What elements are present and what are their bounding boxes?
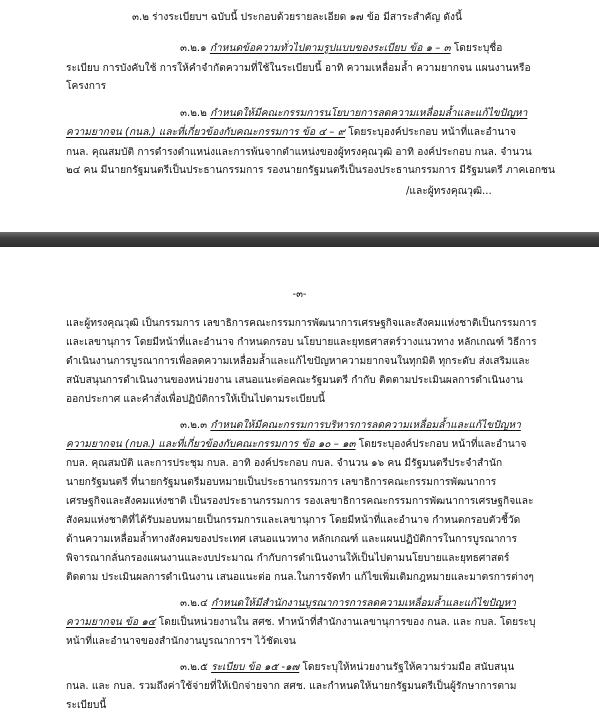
body-line: ด้านความเหลื่อมล้ำทางสังคมของประเทศ เสนอแนวทาง หลักเกณฑ์ และแผนปฏิบัติการในการบูรณาการ [66, 534, 517, 545]
body-line: ระเบียบนี้ [66, 700, 107, 711]
body-line: หน้าที่และอำนาจของสำนักงานบูรณาการฯ ไว้ชัดเจน [66, 636, 296, 647]
body-line: และเลขานุการ โดยมีหน้าที่และอำนาจ กำหนดกรอบ นโยบายและยุทธศาสตร์วางแนวทาง หลักเกณฑ์ วิธีการ [66, 337, 537, 348]
body-line: โครงการ [66, 81, 107, 92]
page-separator [0, 232, 599, 247]
body-line: และผู้ทรงคุณวุฒิ เป็นกรรมการ เลขาธิการคณะกรรมการพัฒนาการเศรษฐกิจและสังคมแห่งชาติเป็นกรรมการ [66, 318, 537, 329]
section-3-2-heading: ๓.๒ ร่างระเบียบฯ ฉบับนี้ ประกอบด้วยรายละเอียด ๑๗ ข้อ มีสาระสำคัญ ดังนี้ [132, 12, 462, 23]
body-line: ๒๔ คน มีนายกรัฐมนตรีเป็นประธานกรรมการ รองนายกรัฐมนตรีเป็นรองประธานกรรมการ มีรัฐมนตรี ภาคเอกชน [66, 165, 555, 176]
clause-3-2-3: ๓.๒.๓ กำหนดให้มีคณะกรรมการบริหารการลดความเหลื่อมล้ำและแก้ไขปัญหา [180, 420, 521, 431]
body-line: ติดตาม ประเมินผลการดำเนินงาน เสนอแนะต่อ กนล.ในการจัดทำ แก้ไขเพิ่มเติมกฎหมายและมาตรการต่างๆ [66, 572, 534, 583]
document-page-1 [0, 0, 599, 232]
body-line: ออกประกาศ และคำสั่งเพื่อปฏิบัติการให้เป็นไปตามระเบียบนี้ [66, 394, 326, 405]
body-line: กบล. คุณสมบัติ และการประชุม กบล. อาทิ องค์ประกอบ กบล. จำนวน ๑๖ คน มีรัฐมนตรีประจำสำนัก [66, 458, 503, 469]
body-line: พิจารณากลั่นกรองแผนงานและงบประมาณ กำกับการดำเนินงานให้เป็นไปตามนโยบายและยุทธศาสตร์ [66, 553, 510, 564]
body-line: เศรษฐกิจและสังคมแห่งชาติ เป็นรองประธานกรรมการ รองเลขาธิการคณะกรรมการพัฒนาการเศรษฐกิจและ [66, 496, 534, 507]
continuation-marker: /และผู้ทรงคุณวุฒิ... [406, 186, 492, 197]
body-line: กนล. คุณสมบัติ การดำรงตำแหน่งและการพ้นจากตำแหน่งของผู้ทรงคุณวุฒิ อาทิ องค์ประกอบ กนล. จำนวน [66, 147, 532, 158]
body-line: สนับสนุนการดำเนินงานของหน่วยงาน เสนอแนะต่อคณะรัฐมนตรี กำกับ ติดตามประเมินผลการดำเนินงาน [66, 375, 523, 386]
clause-3-2-2: ๓.๒.๒ กำหนดให้มีคณะกรรมการนโยบายการลดความเหลื่อมล้ำและแก้ไขปัญหา [180, 108, 528, 119]
body-line: สังคมแห่งชาติที่ได้รับมอบหมายเป็นกรรมการและเลขานุการ โดยมีหน้าที่และอำนาจ กำหนดกรอบตัวชี้วัด [66, 515, 521, 526]
body-line: ระเบียบ การบังคับใช้ การให้คำจำกัดความที่ใช้ในระเบียบนี้ อาทิ ความเหลื่อมล้ำ ความยากจน แผนงานหรือ [66, 63, 531, 74]
clause-3-2-4: ๓.๒.๔ กำหนดให้มีสำนักงานบูรณาการการลดความเหลื่อมล้ำและแก้ไขปัญหา [180, 598, 517, 609]
body-line: ความยากจน ข้อ ๑๔ โดยเป็นหน่วยงานใน สศช. ทำหน้าที่สำนักงานเลขานุการของ กนล. และ กบล. โดยระบุ [66, 617, 536, 628]
body-line: กนล. และ กบล. รวมถึงค่าใช้จ่ายที่ให้เบิกจ่ายจาก สศช. และกำหนดให้นายกรัฐมนตรีเป็นผู้รักษาการตาม [66, 681, 517, 692]
clause-3-2-1: ๓.๒.๑ กำหนดข้อความทั่วไปตามรูปแบบของระเบียบ ข้อ ๑ – ๓ โดยระบุชื่อ [180, 43, 503, 54]
page-number: -๓- [292, 289, 307, 300]
body-line: ความยากจน (กนล.) และที่เกี่ยวข้องกับคณะกรรมการ ข้อ ๔ – ๙ โดยระบุองค์ประกอบ หน้าที่และอำนาจ [66, 127, 516, 138]
body-line: นายกรัฐมนตรี ที่นายกรัฐมนตรีมอบหมายเป็นประธานกรรมการ เลขาธิการคณะกรรมการพัฒนาการ [66, 477, 497, 488]
body-line: ความยากจน (กบล.) และที่เกี่ยวข้องกับคณะกรรมการ ข้อ ๑๐ – ๑๓ โดยระบุองค์ประกอบ หน้าที่และอำนาจ [66, 439, 527, 450]
document-page-2 [0, 247, 599, 726]
clause-3-2-5: ๓.๒.๕ ระเบียบ ข้อ ๑๕ -๑๗ โดยระบุให้หน่วยงานรัฐให้ความร่วมมือ สนับสนุน [180, 662, 515, 673]
body-line: ดำเนินงานการบูรณาการเพื่อลดความเหลื่อมล้ำและแก้ไขปัญหาความยากจนในทุกมิติ ทุกระดับ ส่งเสริมและ [66, 356, 530, 367]
